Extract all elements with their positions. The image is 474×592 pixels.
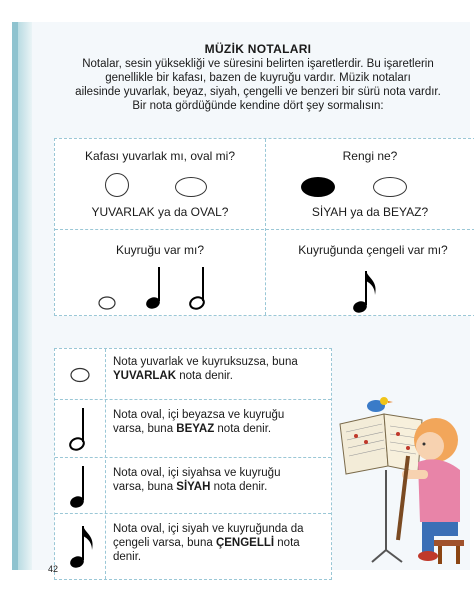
- child-reading-music-illustration: [336, 390, 468, 566]
- oval-head-icon: [175, 177, 207, 197]
- note-types-table: [54, 348, 332, 580]
- half-note-icon: [65, 406, 95, 454]
- page-number: 42: [48, 564, 59, 574]
- row-description: Nota oval, içi siyah ve kuyruğunda da çengeli varsa, buna ÇENGELLİ nota denir.: [113, 523, 304, 563]
- question-flag: Kuyruğunda çengeli var mı?: [298, 243, 448, 257]
- row-description: Nota oval, içi beyazsa ve kuyruğu varsa, buna BEYAZ nota denir.: [113, 409, 285, 435]
- half-note-icon: [189, 267, 206, 311]
- question-head-shape: Kafası yuvarlak mı, oval mi?: [84, 149, 236, 163]
- no-stem-note-icon: [99, 297, 115, 309]
- answer-color: SİYAH ya da BEYAZ?: [311, 205, 429, 219]
- intro-line: genellikle bir kafası, bazen de kuyruğu vardır. Müzik notaları: [105, 72, 411, 84]
- intro-line: ailesinde yuvarlak, beyaz, siyah, çengelli ve benzeri bir sürü nota vardır.: [75, 86, 441, 98]
- eighth-note-icon: [351, 269, 381, 317]
- intro-paragraph: [44, 57, 472, 113]
- answer-head-shape: YUVARLAK ya da OVAL?: [91, 205, 229, 219]
- grid-divider: [265, 139, 266, 315]
- table-row: [55, 349, 331, 399]
- row-description: Nota yuvarlak ve kuyruksuzsa, buna YUVARLAK nota denir.: [113, 356, 298, 382]
- table-row: [55, 399, 331, 457]
- intro-line: Notalar, sesin yüksekliği ve süresini belirten işaretlerdir. Bu işaretlerin: [82, 58, 434, 70]
- intro-line: Bir nota gördüğünde kendine dört şey sormalısın:: [132, 100, 384, 112]
- book-spine: [18, 22, 32, 570]
- table-row: [55, 513, 331, 581]
- black-head-icon: [301, 177, 335, 197]
- question-stem: Kuyruğu var mı?: [115, 243, 205, 257]
- questions-grid: [54, 138, 474, 316]
- white-head-icon: [373, 177, 407, 197]
- book-page: [12, 22, 470, 574]
- question-color: Rengi ne?: [342, 149, 398, 163]
- table-row: [55, 457, 331, 513]
- eighth-note-icon: [65, 524, 99, 572]
- grid-divider: [55, 229, 474, 230]
- quarter-note-icon: [65, 464, 95, 512]
- round-head-icon: [105, 173, 129, 197]
- page-title: MÜZİK NOTALARI: [204, 42, 312, 56]
- stem-examples: [95, 263, 215, 315]
- row-description: Nota oval, içi siyahsa ve kuyruğu varsa, buna SİYAH nota denir.: [113, 467, 281, 493]
- quarter-note-icon: [145, 267, 162, 311]
- whole-note-icon: [65, 365, 95, 385]
